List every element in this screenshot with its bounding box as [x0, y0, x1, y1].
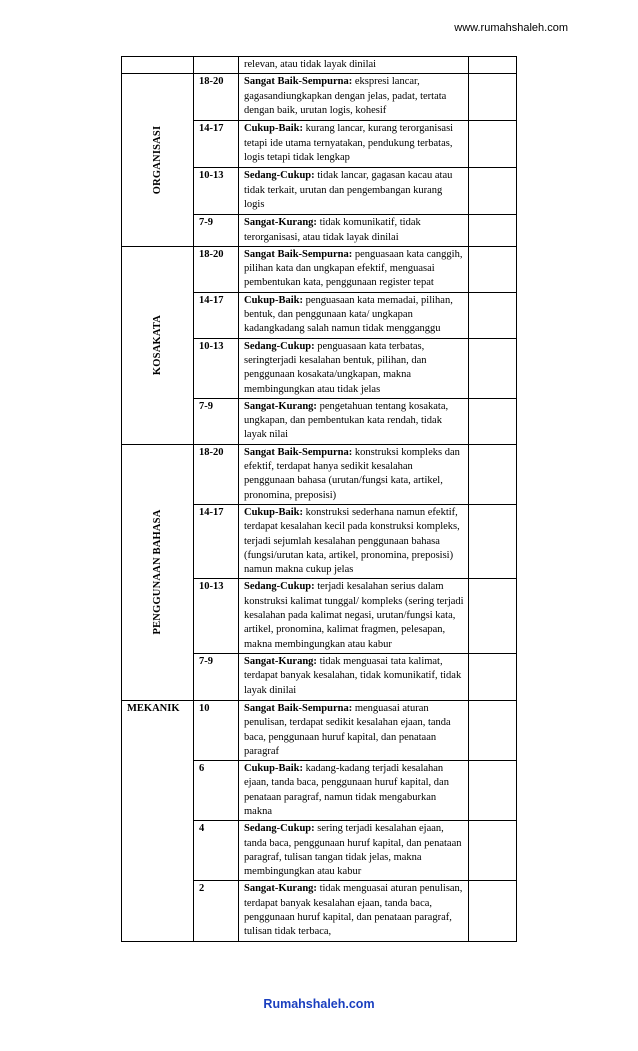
extra-cell [469, 653, 517, 700]
table-row [122, 700, 517, 760]
criteria-description: Cukup-Baik: kadang-kadang terjadi kesalahan ejaan, tanda baca, penggunaan huruf kapital, dan penataan paragraf, namun tidak mengaburkan makna [239, 761, 469, 821]
extra-cell [469, 168, 517, 215]
table-row [122, 444, 517, 504]
extra-cell [469, 761, 517, 821]
extra-cell [469, 881, 517, 942]
score-range: 18-20 [194, 444, 239, 504]
scoring-rubric-table [121, 56, 517, 942]
criteria-description: Sangat Baik-Sempurna: konstruksi kompleks dan efektif, terdapat hanya sedikit kesalahan penggunaan bahasa (urutan/fungsi kata, artikel, pronomina, preposisi) [239, 444, 469, 504]
extra-cell [469, 338, 517, 398]
extra-cell [469, 504, 517, 578]
table-row [122, 74, 517, 121]
extra-cell [469, 57, 517, 74]
aspect-organisasi [122, 74, 194, 247]
criteria-description: Sangat-Kurang: tidak komunikatif, tidak terorganisasi, atau tidak layak dinilai [239, 215, 469, 247]
aspect-label: KOSAKATA [151, 315, 163, 376]
score-value: 10 [194, 700, 239, 760]
aspect-penggunaan-bahasa [122, 444, 194, 700]
aspect-label: ORGANISASI [151, 125, 163, 195]
extra-cell [469, 444, 517, 504]
footer-brand: Rumahshaleh.com [263, 997, 375, 1011]
continuation-text: relevan, atau tidak layak dinilai [239, 57, 469, 74]
extra-cell [469, 700, 517, 760]
criteria-description: Sangat Baik-Sempurna: menguasai aturan penulisan, terdapat sedikit kesalahan ejaan, tanda baca, penggunaan huruf kapital, dan penataan paragraf [239, 700, 469, 760]
criteria-description: Sedang-Cukup: penguasaan kata terbatas, seringterjadi kesalahan bentuk, pilihan, dan penggunaan kosakata/ungkapan, makna membingungkan atau tidak jelas [239, 338, 469, 398]
score-value: 6 [194, 761, 239, 821]
score-range: 10-13 [194, 579, 239, 653]
criteria-description: Sangat Baik-Sempurna: ekspresi lancar, gagasandiungkapkan dengan jelas, padat, tertata dengan baik, urutan logis, kohesif [239, 74, 469, 121]
score-range: 18-20 [194, 246, 239, 292]
extra-cell [469, 579, 517, 653]
criteria-description: Sedang-Cukup: sering terjadi kesalahan ejaan, tanda baca, penggunaan huruf kapital, dan penataan paragraf, tulisan tangan tidak jelas, makna membingungkan atau kabur [239, 821, 469, 881]
score-range: 14-17 [194, 504, 239, 578]
score-range: 14-17 [194, 292, 239, 338]
criteria-description: Sedang-Cukup: terjadi kesalahan serius dalam konstruksi kalimat tunggal/ kompleks (sering terjadi kesalahan pada kalimat negasi, urutan/fungsi kata, artikel, pronomina, kalimat fragmen, pelesapan, makna membingungkan atau kabur [239, 579, 469, 653]
extra-cell [469, 215, 517, 247]
score-range: 10-13 [194, 338, 239, 398]
aspect-cell [122, 57, 194, 74]
criteria-description: Sangat-Kurang: tidak menguasai tata kalimat, terdapat banyak kesalahan, tidak komunikatif, tidak layak dinilai [239, 653, 469, 700]
extra-cell [469, 292, 517, 338]
extra-cell [469, 74, 517, 121]
criteria-description: Cukup-Baik: penguasaan kata memadai, pilihan, bentuk, dan penggunaan kata/ ungkapan kadangkadang salah namun tidak mengganggu [239, 292, 469, 338]
continuation-row [122, 57, 517, 74]
score-range: 10-13 [194, 168, 239, 215]
criteria-description: Sangat Baik-Sempurna: penguasaan kata canggih, pilihan kata dan ungkapan efektif, menguasai pembentukan kata, penggunaan register tepat [239, 246, 469, 292]
criteria-description: Sangat-Kurang: pengetahuan tentang kosakata, ungkapan, dan pembentukan kata rendah, tidak layak nilai [239, 398, 469, 444]
table-row [122, 246, 517, 292]
score-range: 18-20 [194, 74, 239, 121]
extra-cell [469, 821, 517, 881]
aspect-mekanik: MEKANIK [122, 700, 194, 942]
score-cell [194, 57, 239, 74]
score-range: 7-9 [194, 653, 239, 700]
score-value: 2 [194, 881, 239, 942]
aspect-kosakata [122, 246, 194, 444]
extra-cell [469, 246, 517, 292]
aspect-label: PENGGUNAAN BAHASA [151, 509, 163, 635]
criteria-description: Cukup-Baik: konstruksi sederhana namun efektif, terdapat kesalahan kecil pada konstruksi kompleks, terjadi sejumlah kesalahan penggunaan bahasa (fungsi/urutan kata, artikel, pronomina, preposisi) namun makna cukup jelas [239, 504, 469, 578]
website-url: www.rumahshaleh.com [454, 22, 568, 34]
criteria-description: Sedang-Cukup: tidak lancar, gagasan kacau atau tidak terkait, urutan dan pengembangan kurang logis [239, 168, 469, 215]
extra-cell [469, 121, 517, 168]
score-range: 7-9 [194, 398, 239, 444]
criteria-description: Sangat-Kurang: tidak menguasai aturan penulisan, terdapat banyak kesalahan ejaan, tanda baca, penggunaan huruf kapital, dan penataan paragraf, tulisan tidak terbaca, [239, 881, 469, 942]
criteria-description: Cukup-Baik: kurang lancar, kurang terorganisasi tetapi ide utama ternyatakan, pendukung terbatas, logis tetapi tidak lengkap [239, 121, 469, 168]
extra-cell [469, 398, 517, 444]
score-range: 14-17 [194, 121, 239, 168]
score-range: 7-9 [194, 215, 239, 247]
score-value: 4 [194, 821, 239, 881]
